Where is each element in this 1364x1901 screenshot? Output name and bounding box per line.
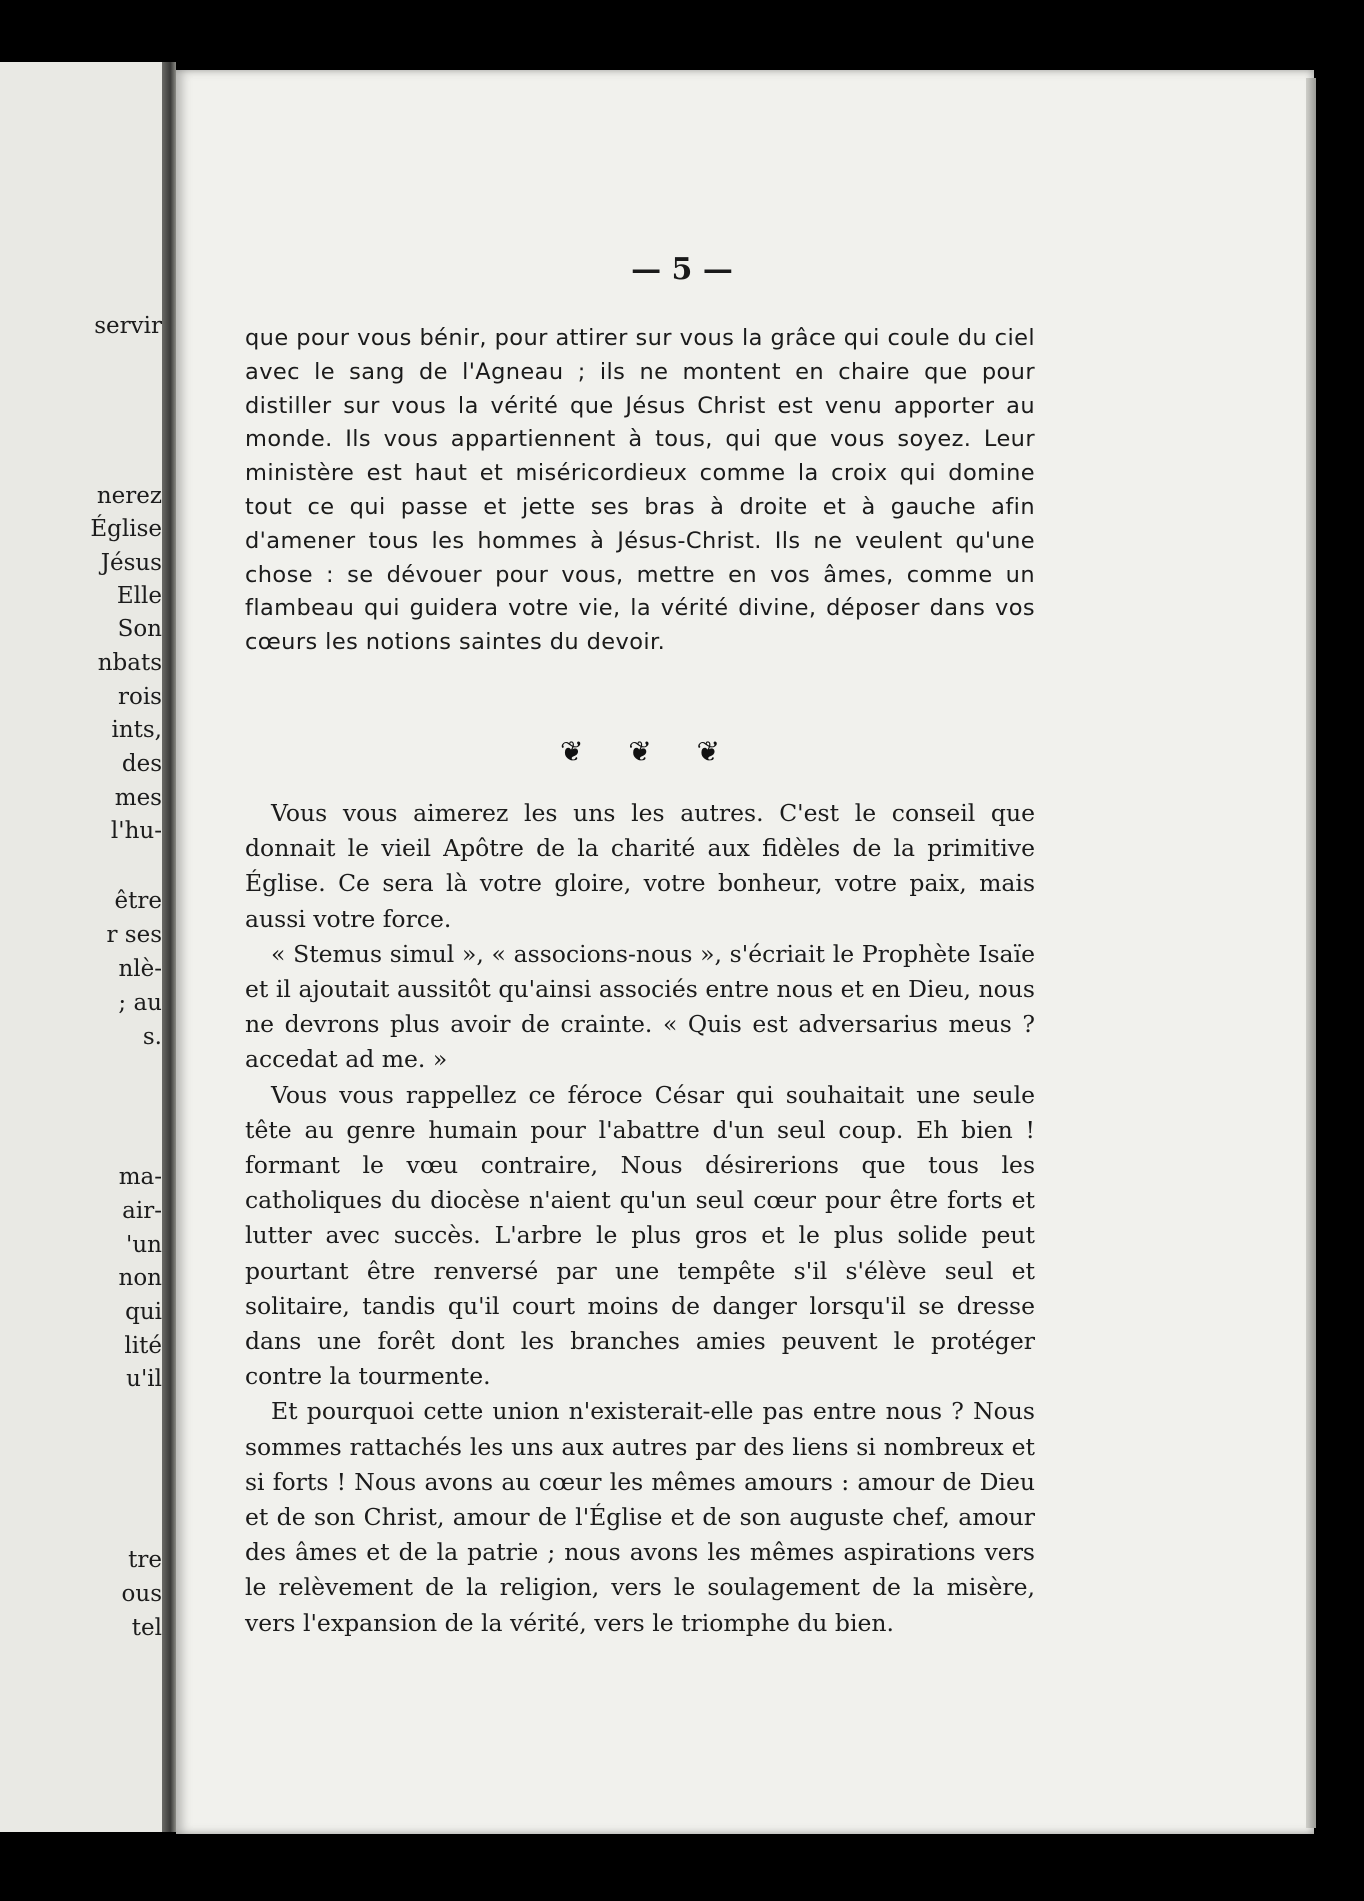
fleuron-icon: ❦ — [628, 735, 652, 768]
paragraph: Vous vous rappellez ce féroce César qui souhaitait une seule tête au genre humain pour l'abattre d'un seul coup. Eh bien ! formant le vœu contraire, Nous désirerions que tous les catholiques du diocèse n'aient qu'un seul cœur pour être forts et lutter avec succès. L'arbre le plus gros et le plus solide peut pourtant être renversé par une tempête s'il s'élève seul et solitaire, tandis qu'il court moins de danger lorsqu'il se dresse dans une forêt dont les branches amies peuvent le protéger contre la tourmente. — [245, 1080, 1035, 1391]
paragraph: Vous vous aimerez les uns les autres. C'est le conseil que donnait le vieil Apôtre de la charité aux fidèles de la primitive Église. Ce sera là votre gloire, votre bonheur, votre paix, mais aussi votre force. — [245, 799, 1035, 933]
left-page-fragment: qui — [125, 1299, 162, 1325]
left-page-fragment: u'il — [126, 1366, 162, 1392]
paragraph-block-main — [245, 796, 1035, 1641]
ornament-divider — [560, 735, 720, 768]
left-page-fragment: tre — [128, 1547, 162, 1573]
left-page-fragment: nerez — [96, 483, 162, 509]
left-page-fragment: rois — [117, 684, 162, 710]
paragraph: « Stemus simul », « associons-nous », s'écriait le Prophète Isaïe et il ajoutait aussitôt qu'ainsi associés entre nous et en Dieu, nous ne devrons plus avoir de crainte. « Quis est adversarius meus ? accedat ad me. » — [245, 939, 1035, 1074]
fleuron-icon: ❦ — [560, 735, 584, 768]
left-page-fragment: Église — [90, 516, 162, 542]
left-page-fragment: des — [121, 751, 162, 777]
book-gutter — [162, 62, 176, 1832]
page-edge — [1306, 78, 1316, 1828]
left-page-fragment: l'hu- — [110, 818, 162, 844]
page-number: — 5 — — [631, 252, 733, 287]
paragraph-block-top — [245, 322, 1035, 660]
left-page-fragment: 'un — [126, 1232, 162, 1258]
left-page-fragment: r ses — [106, 922, 162, 948]
left-page-fragment: servir — [94, 313, 162, 339]
left-page-fragment: ma- — [118, 1164, 162, 1190]
left-page-fragment: ints, — [111, 717, 162, 743]
left-page-fragment: tel — [131, 1615, 162, 1641]
left-page-fragment: ; au — [118, 990, 162, 1016]
left-page-fragment: Son — [117, 616, 162, 642]
left-page-fragment: lité — [124, 1333, 162, 1359]
left-page-fragment: mes — [114, 785, 162, 811]
left-page-fragment: Jésus — [100, 550, 162, 576]
paragraph: que pour vous bénir, pour attirer sur vous la grâce qui coule du ciel avec le sang de l'Agneau ; ils ne montent en chaire que pour distiller sur vous la vérité que Jésus Christ est venu apporter au monde. Ils vous appartiennent à tous, qui que vous soyez. Leur ministère est haut et miséricordieux comme la croix qui domine tout ce qui passe et jette ses bras à droite et à gauche afin d'amener tous les hommes à Jésus-Christ. Ils ne veulent qu'une chose : se dévouer pour vous, mettre en vos âmes, comme un flambeau qui guidera votre vie, la vérité divine, déposer dans vos cœurs les notions saintes du devoir. — [245, 325, 1035, 656]
left-page-fragment: nbats — [97, 650, 162, 676]
left-page-fragment: être — [114, 888, 162, 914]
left-page-fragment: air- — [122, 1198, 162, 1224]
left-page-fragment: s. — [142, 1024, 162, 1050]
paragraph: Et pourquoi cette union n'existerait-elle pas entre nous ? Nous sommes rattachés les uns aux autres par des liens si nombreux et si forts ! Nous avons au cœur les mêmes amours : amour de Dieu et de son Christ, amour de l'Église et de son auguste chef, amour des âmes et de la patrie ; nous avons les mêmes aspirations vers le relèvement de la religion, vers le soulagement de la misère, vers l'expansion de la vérité, vers le triomphe du bien. — [245, 1397, 1035, 1637]
left-page-fragment: ous — [121, 1581, 162, 1607]
left-page-fragment: nlè- — [118, 956, 162, 982]
left-page-fragment: non — [118, 1265, 162, 1291]
left-page — [0, 62, 170, 1832]
left-page-fragment: Elle — [116, 583, 162, 609]
fleuron-icon: ❦ — [696, 735, 720, 768]
